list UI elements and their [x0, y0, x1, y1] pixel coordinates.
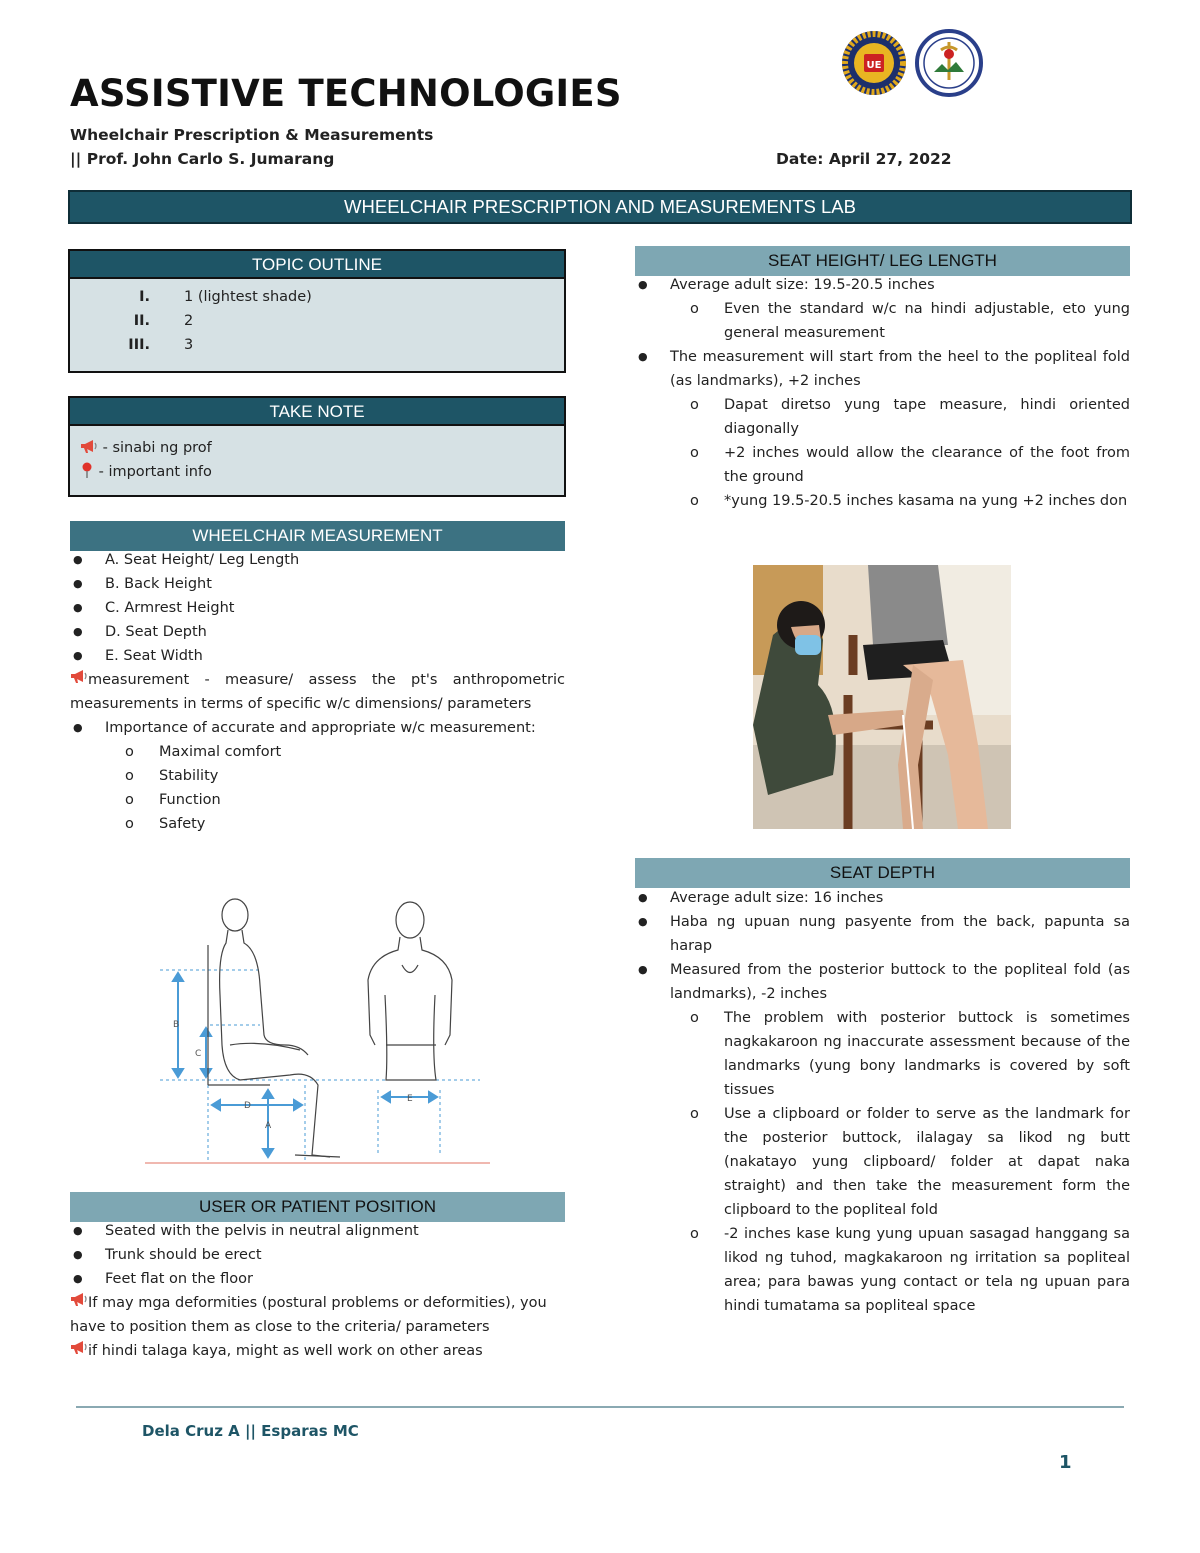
diagram-label: B: [173, 1020, 180, 1030]
list-item: ● Average adult size: 16 inches: [635, 886, 1130, 910]
user-position-header: USER OR PATIENT POSITION: [70, 1192, 565, 1222]
list-item: ● The measurement will start from the heel to the popliteal fold (as landmarks), +2 inches: [635, 345, 1130, 393]
institution-logos: [838, 28, 988, 98]
note-line: - sinabi ng prof: [70, 438, 564, 462]
leg-length-measurement-photo: [753, 565, 1011, 829]
diagram-label: E: [407, 1094, 413, 1104]
outline-item: I. 1 (lightest shade): [139, 289, 312, 305]
professor-name: || Prof. John Carlo S. Jumarang: [70, 150, 335, 168]
seat-height-body: [635, 273, 1130, 513]
main-banner: WHEELCHAIR PRESCRIPTION AND MEASUREMENTS LAB: [68, 190, 1132, 224]
wheelchair-measurement-header: WHEELCHAIR MEASUREMENT: [70, 521, 565, 551]
user-position-body: [70, 1219, 565, 1363]
diagram-label: D: [244, 1101, 251, 1111]
megaphone-icon: [70, 1291, 88, 1315]
megaphone-icon: [70, 668, 88, 692]
sub-list-item: o Function: [70, 788, 565, 812]
document-title: ASSISTIVE TECHNOLOGIES: [70, 72, 622, 115]
megaphone-icon: [80, 438, 98, 458]
topic-outline-title: TOPIC OUTLINE: [70, 251, 564, 279]
list-item: ● A. Seat Height/ Leg Length: [70, 548, 565, 572]
wheelchair-measurement-diagram: [140, 895, 500, 1170]
topic-outline-list: [70, 279, 564, 361]
list-item: ● Average adult size: 19.5-20.5 inches: [635, 273, 1130, 297]
sub-list-item: o Maximal comfort: [70, 740, 565, 764]
sub-list-item: o Use a clipboard or folder to serve as the landmark for the posterior buttock, ilalagay sa likod ng butt (nakatayo yung clipboard/ folder at dapat naka straight) and then take the measurement form the clipboard to the popliteal fold: [635, 1102, 1130, 1222]
list-item: ● Measured from the posterior buttock to the popliteal fold (as landmarks), -2 inches: [635, 958, 1130, 1006]
footer-divider: [76, 1406, 1124, 1408]
sub-list-item: o *yung 19.5-20.5 inches kasama na yung +2 inches don: [635, 489, 1130, 513]
sub-list-item: o Dapat diretso yung tape measure, hindi oriented diagonally: [635, 393, 1130, 441]
footer-authors: Dela Cruz A || Esparas MC: [142, 1422, 359, 1440]
diagram-label: C: [195, 1049, 202, 1059]
list-item: ● Feet flat on the floor: [70, 1267, 565, 1291]
sub-list-item: o Safety: [70, 812, 565, 836]
ue-seal-logo: [842, 31, 906, 95]
prof-note: if hindi talaga kaya, might as well work on other areas: [70, 1339, 565, 1363]
list-item: ● D. Seat Depth: [70, 620, 565, 644]
prof-note: measurement - measure/ assess the pt's anthropometric measurements in terms of specific w/c dimensions/ parameters: [70, 668, 565, 716]
take-note-box: [68, 396, 566, 497]
megaphone-icon: [70, 1339, 88, 1363]
sub-list-item: o Even the standard w/c na hindi adjustable, eto yung general measurement: [635, 297, 1130, 345]
document-subtitle: Wheelchair Prescription & Measurements: [70, 126, 434, 144]
list-item: ● Seated with the pelvis in neutral alignment: [70, 1219, 565, 1243]
seat-height-header: SEAT HEIGHT/ LEG LENGTH: [635, 246, 1130, 276]
prof-note: If may mga deformities (postural problems or deformities), you have to position them as close to the criteria/ parameters: [70, 1291, 565, 1339]
list-item: ● C. Armrest Height: [70, 596, 565, 620]
seat-depth-body: [635, 886, 1130, 1318]
list-item: ● Importance of accurate and appropriate w/c measurement:: [70, 716, 565, 740]
page-number: 1: [1059, 1452, 1072, 1473]
take-note-title: TAKE NOTE: [70, 398, 564, 426]
seat-depth-header: SEAT DEPTH: [635, 858, 1130, 888]
diagram-label: A: [265, 1121, 272, 1131]
wheelchair-measurement-body: [70, 548, 565, 836]
sub-list-item: o Stability: [70, 764, 565, 788]
outline-item: II. 2: [133, 313, 194, 329]
list-item: ● Haba ng upuan nung pasyente from the back, papunta sa harap: [635, 910, 1130, 958]
pin-icon: [80, 462, 94, 482]
topic-outline-box: [68, 249, 566, 373]
sub-list-item: o +2 inches would allow the clearance of the foot from the ground: [635, 441, 1130, 489]
college-seal-logo: [917, 31, 981, 95]
svg-text:UE: UE: [866, 60, 882, 71]
list-item: ● B. Back Height: [70, 572, 565, 596]
list-item: ● Trunk should be erect: [70, 1243, 565, 1267]
note-line: - important info: [70, 462, 564, 486]
sub-list-item: o -2 inches kase kung yung upuan sasagad hanggang sa likod ng tuhod, magkakaroon ng irritation sa popliteal area; para bawas yung contact or tela ng upuan para hindi tumatama sa popliteal space: [635, 1222, 1130, 1318]
list-item: ● E. Seat Width: [70, 644, 565, 668]
lecture-date: Date: April 27, 2022: [776, 150, 952, 168]
outline-item: III. 3: [128, 337, 194, 353]
sub-list-item: o The problem with posterior buttock is sometimes nagkakaroon ng inaccurate assessment because of the landmarks (yung bony landmarks is covered by soft tissues: [635, 1006, 1130, 1102]
